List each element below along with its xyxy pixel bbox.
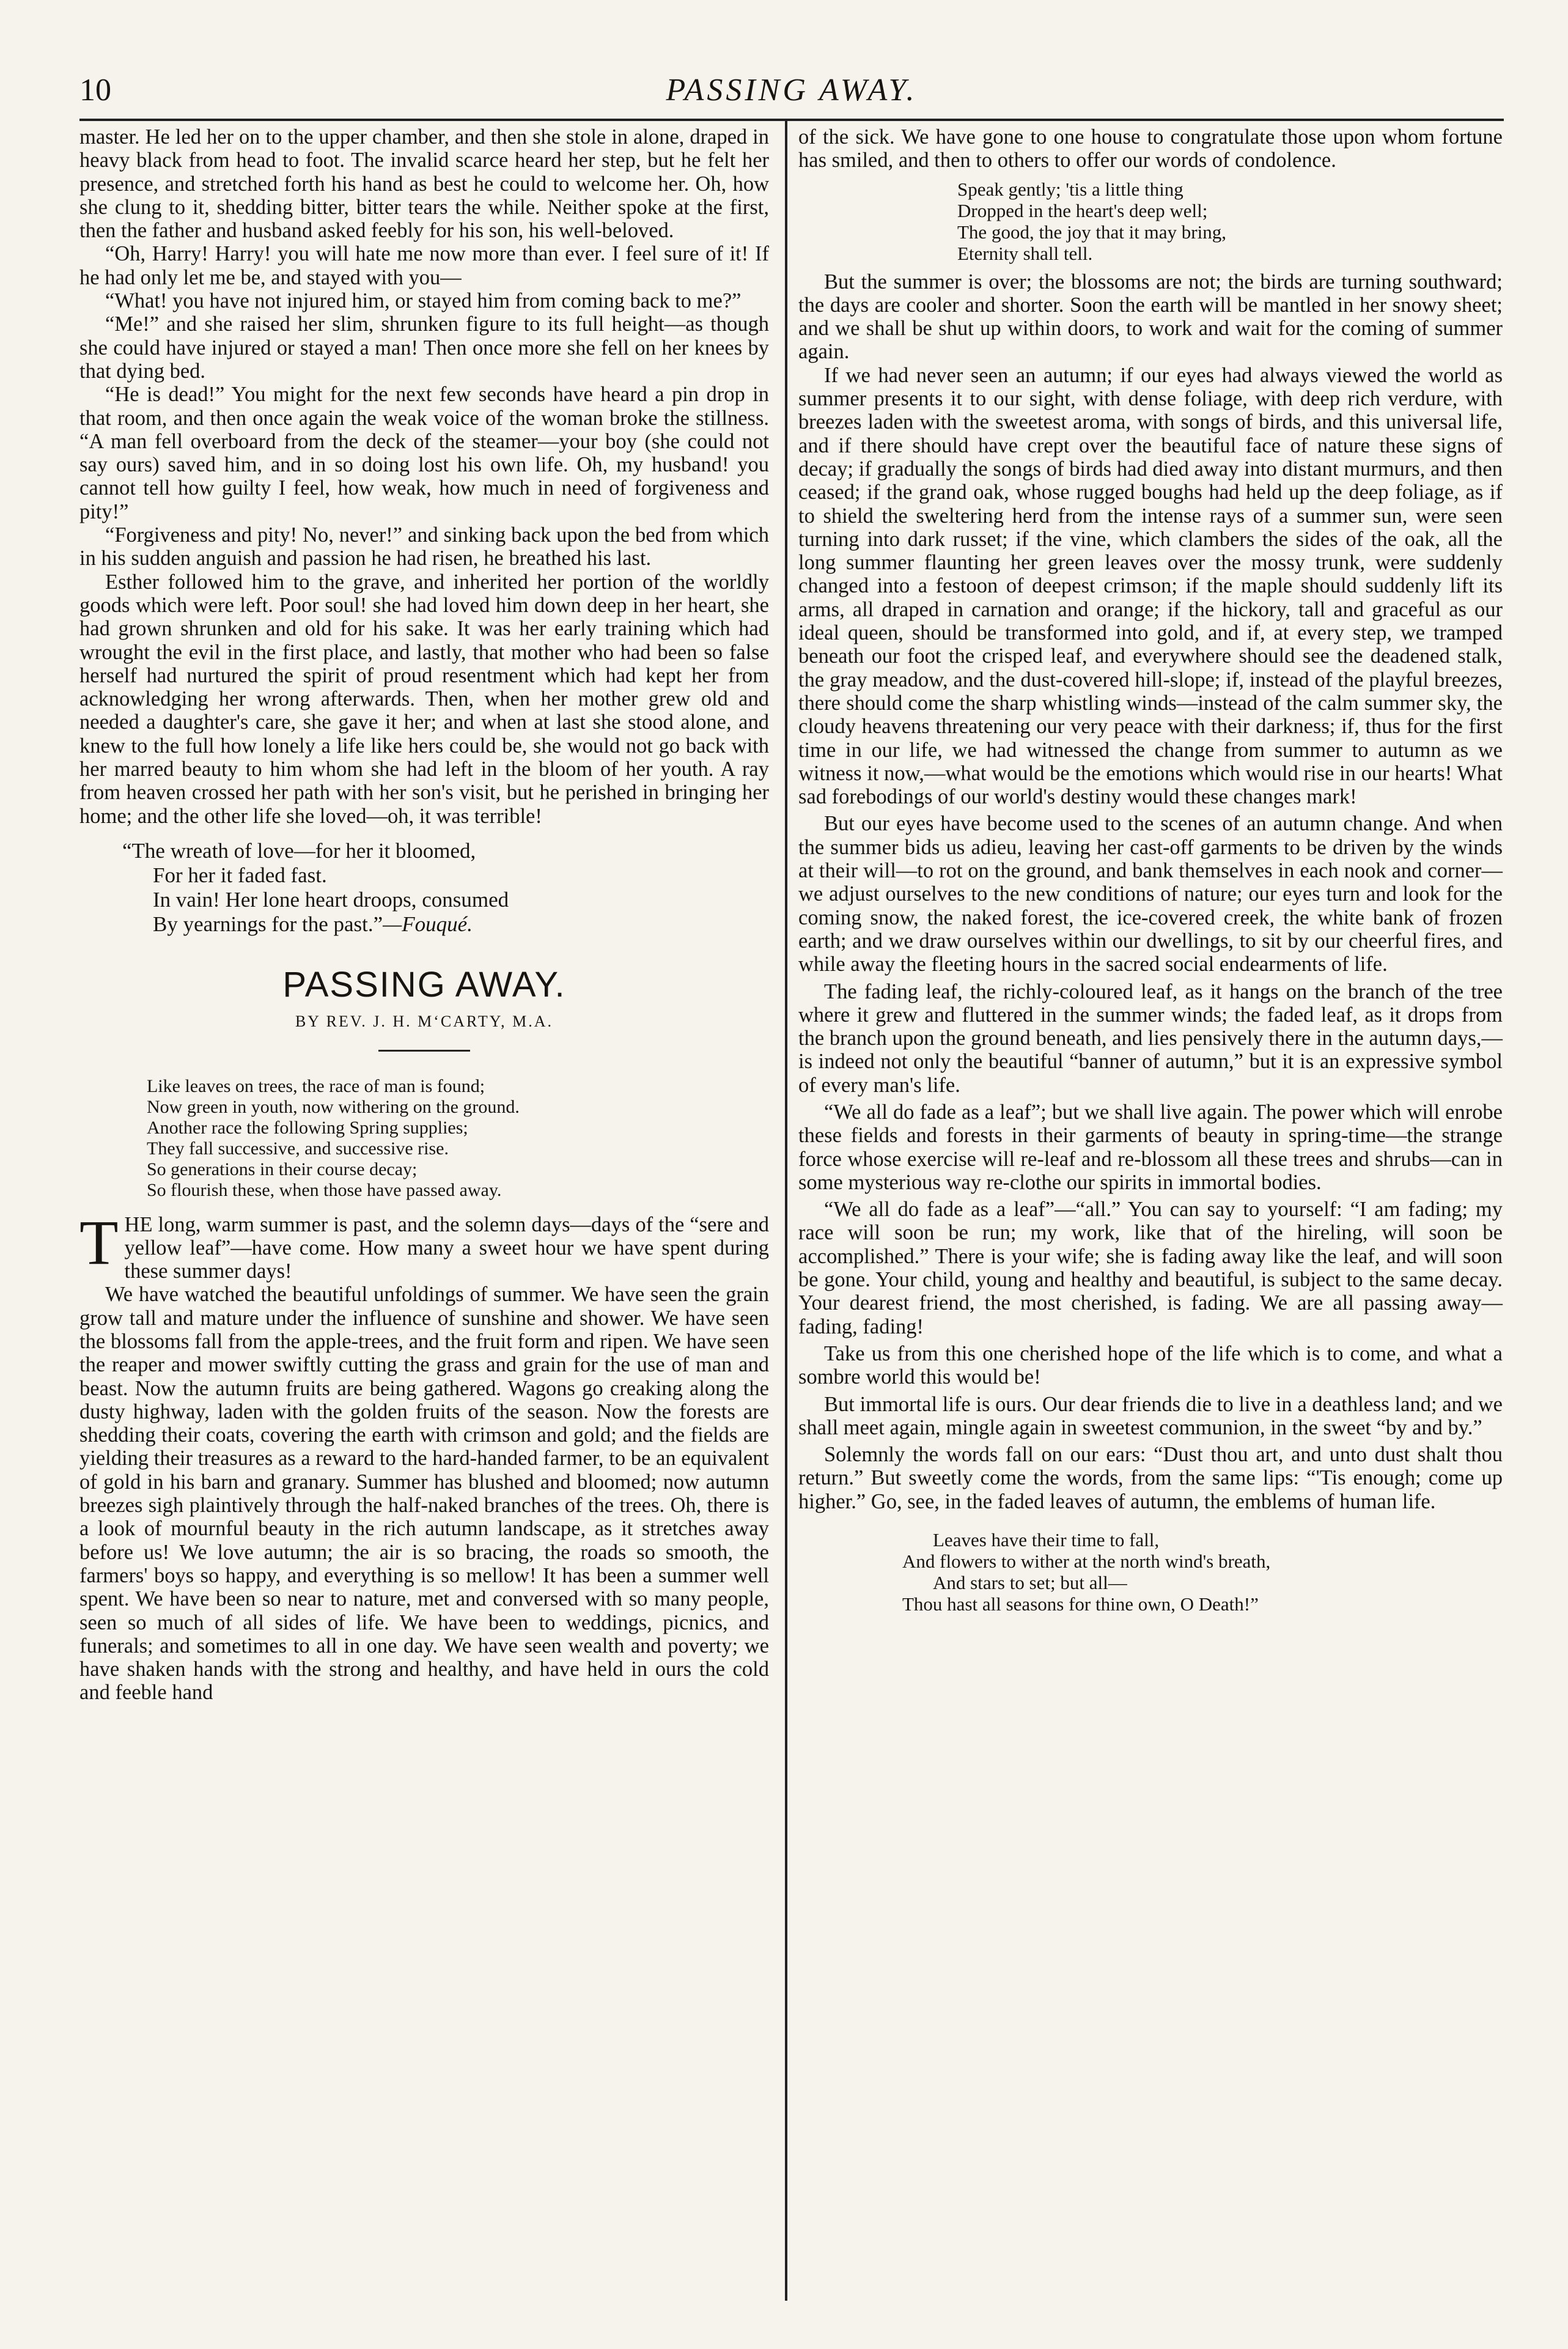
epigraph <box>147 1076 769 1201</box>
closing-verse <box>902 1529 1503 1615</box>
poem-line: And flowers to wither at the north wind's breath, <box>902 1551 1271 1573</box>
article-paragraph: But our eyes have become used to the scenes of an autumn change. And when the summer bids us adieu, leaving her cast-off garments to be driven by the winds at their will—to rot on the ground, and bank themselves in each nook and corner—we adjust ourselves to the new conditions of nature; our eyes turn and look for the coming snow, the naked forest, the ice-covered creek, the white bank of frozen earth; and we draw ourselves within our dwellings, to sit by our cheerful fires, and while away the fleeting hours in the sacred social endearments of life. <box>798 812 1503 976</box>
story-paragraph: “What! you have not injured him, or stayed him from coming back to me?” <box>105 289 742 313</box>
column-rule <box>785 121 787 2301</box>
poem-line: By yearnings for the past.”—Fouqué. <box>153 912 473 936</box>
story-paragraph: Esther followed him to the grave, and inherited her portion of the worldly goods which were left. Poor soul! she had loved him down deep in her heart, she had grown shrunken and old for his sake. It was her early training which had wrought the evil in the first place, and lastly, that mother who had been so false herself had nurtured the spirit of proud resentment which had kept her from acknowledging her wrong afterwards. Then, when her mother grew old and needed a daughter's care, she gave it her; and when at last she stood alone, and knew to the full how lonely a life like hers could be, she would not go back with her marred beauty to him whom she had left in the bloom of her youth. A ray from heaven crossed her path with her son's visit, but he perished in bringing her home; and the other life she loved—oh, it was terrible! <box>79 570 769 828</box>
poem-line: In vain! Her lone heart droops, consumed <box>153 887 509 912</box>
story-paragraph: “Me!” and she raised her slim, shrunken figure to its full height—as though she could have injured or stayed a man! Then once more she fell on her knees by that dying bed. <box>79 312 769 383</box>
epigraph-line: So generations in their course decay; <box>147 1159 418 1179</box>
running-title: PASSING AWAY. <box>666 73 918 108</box>
story-paragraph: “Forgiveness and pity! No, never!” and sinking back upon the bed from which in his sudden anguish and passion he had risen, he breathed his last. <box>79 523 769 570</box>
page-number: 10 <box>79 73 111 108</box>
closing-poem <box>122 839 769 937</box>
article-paragraph: Solemnly the words fall on our ears: “Dust thou art, and unto dust shalt thou return.” But sweetly come the words, from the same lips: “'Tis enough; come up higher.” Go, see, in the faded leaves of autumn, the emblems of human life. <box>798 1443 1503 1513</box>
epigraph-line: They fall successive, and successive rise. <box>147 1138 449 1159</box>
left-column <box>79 125 769 1705</box>
article-paragraph: THE long, warm summer is past, and the solemn days—days of the “sere and yellow leaf”—have come. How many a sweet hour we have spent during these summer days! <box>79 1207 769 1283</box>
poem-line: Thou hast all seasons for thine own, O Death!” <box>902 1593 1259 1615</box>
story-paragraph: “He is dead!” You might for the next few seconds have heard a pin drop in that room, and then once again the weak voice of the woman broke the stillness. “A man fell overboard from the deck of the steamer—your boy (she could not say ours) saved him, and in so doing lost his own life. Oh, my husband! you cannot tell how guilty I feel, how weak, how much in need of forgiveness and pity!” <box>79 383 769 523</box>
drop-cap: T <box>79 1207 119 1278</box>
right-column <box>798 125 1503 1615</box>
epigraph-line: So flourish these, when those have passed away. <box>147 1179 502 1200</box>
epigraph-line: Like leaves on trees, the race of man is found; <box>147 1075 485 1096</box>
page-header <box>79 72 1504 116</box>
poem-line: For her it faded fast. <box>153 863 327 887</box>
article-byline: BY REV. J. H. M‘CARTY, M.A. <box>295 1012 554 1031</box>
article-paragraph: Take us from this one cherished hope of the life which is to come, and what a sombre world this would be! <box>798 1341 1503 1389</box>
article-paragraph: We have watched the beautiful unfoldings of summer. We have seen the grain grow tall and mature under the influence of sunshine and shower. We have seen the blossoms fall from the apple-trees, and the fruit form and ripen. We have seen the reaper and mower swiftly cutting the grass and grain for the use of man and beast. Now the autumn fruits are being gathered. Wagons go creaking along the dusty highway, laden with the golden fruits of the season. Now the forests are shedding their coats, covering the earth with crimson and gold; and the fields are yielding their treasures as a reward to the hard-handed farmer, to be an equivalent of gold in his barn and granary. Summer has blushed and bloomed; now autumn breezes sigh plaintively through the half-naked branches of the trees. Oh, there is a look of mournful beauty in the rich autumn landscape, as it stretches away before us! We love autumn; the air is so bracing, the roads so smooth, the farmers' boys so happy, and everything is so mellow! It has been a summer well spent. We have been so near to nature, met and conversed with so many people, seen so much of all sides of life. We have been to weddings, picnics, and funerals; and sometimes to all in one day. We have seen wealth and poverty; we have shaken hands with the strong and healthy, and have held in ours the cold and feeble hand <box>79 1283 769 1705</box>
poem-line: And stars to set; but all— <box>933 1572 1127 1594</box>
epigraph-line: Now green in youth, now withering on the ground. <box>147 1096 520 1117</box>
article-paragraph: But the summer is over; the blossoms are not; the birds are turning southward; the days are cooler and shorter. Soon the earth will be mantled in her snowy sheet; and we shall be shut up within doors, to work and wait for the coming of summer again. <box>798 270 1503 364</box>
poem-line: The good, the joy that it may bring, <box>957 221 1226 243</box>
article-title: PASSING AWAY. <box>282 964 566 1005</box>
poem-line: Eternity shall tell. <box>957 242 1093 264</box>
article-paragraph: If we had never seen an autumn; if our eyes had always viewed the world as summer presents it to our sight, with dense foliage, with deep rich verdure, with breezes laden with the sweetest aroma, with songs of birds, and this universal life, and if there should have crept over the beautiful face of nature these signs of decay; if gradually the songs of birds had died away into distant murmurs, and then ceased; if the grand oak, whose rugged boughs had held up the deep foliage, as if to shield the sweltering herd from the intense rays of a summer sun, were seen turning into dark russet; if the vine, which clambers the sides of the oak, all the long summer flaunting her green leaves over the mossy trunk, were suddenly changed into a festoon of deepest crimson; if the maple should suddenly lift its arms, all draped in carnation and orange; if the hickory, tall and graceful as our ideal queen, should be transformed into gold, and if, at every step, we tramped beneath our foot the crisped leaf, and everywhere should see the deadened stalk, the gray meadow, and the dust-covered hill-slope; if, instead of the playful breezes, there should come the sharp whistling winds—instead of the calm summer sky, the cloudy heavens threatening our very peace with their darkness; if, thus for the first time in our life, we had witnessed the change from summer to autumn as we witness it now,—what would be the emotions which would rise in our hearts! What sad forebodings of our world's destiny would these changes mark! <box>798 363 1503 809</box>
inset-poem <box>957 179 1503 264</box>
article-paragraph: “We all do fade as a leaf”; but we shall live again. The power which will enrobe these fields and forests in their garments of beauty in spring-time—the strange force whose exercise will re-leaf and re-blossom all these trees and shrubs—can in some mysterious way re-clothe our spirits in immortal bodies. <box>798 1100 1503 1194</box>
title-rule <box>378 1050 470 1052</box>
article-paragraph: of the sick. We have gone to one house to congratulate those upon whom fortune has smiled, and then to others to offer our words of condolence. <box>798 125 1503 172</box>
poem-line: “The wreath of love—for her it bloomed, <box>122 838 476 863</box>
epigraph-line: Another race the following Spring supplies; <box>147 1117 468 1138</box>
article-paragraph: “We all do fade as a leaf”—“all.” You can say to yourself: “I am fading; my race will soon be run; my work, like that of the hireling, will soon be accomplished.” There is your wife; she is fading away like the leaf, and will soon be gone. Your child, young and healthy and beautiful, is subject to the same decay. Your dearest friend, the most cherished, is fading. We are all passing away—fading, fading! <box>798 1198 1503 1338</box>
poem-line: Leaves have their time to fall, <box>933 1529 1160 1551</box>
article-paragraph: But immortal life is ours. Our dear friends die to live in a deathless land; and we shall meet again, mingle again in sweetest communion, in the sweet “by and by.” <box>798 1392 1503 1439</box>
poem-attribution: —Fouqué. <box>383 912 473 936</box>
poem-line: Dropped in the heart's deep well; <box>957 199 1208 221</box>
story-paragraph: “Oh, Harry! Harry! you will hate me now more than ever. I feel sure of it! If he had only let me be, and stayed with you— <box>79 242 769 289</box>
article-paragraph: The fading leaf, the richly-coloured leaf, as it hangs on the branch of the tree where it grew and fluttered in the summer winds; the faded leaf, as it drops from the branch upon the ground beneath, and lies pensively there in the autumn days,—is indeed not only the beautiful “banner of autumn,” but it is an expressive symbol of every man's life. <box>798 979 1503 1097</box>
story-paragraph: master. He led her on to the upper chamber, and then she stole in alone, draped in heavy black from head to foot. The invalid scarce heard her step, but he felt her presence, and stretched forth his hand as best he could to welcome her. Oh, how she clung to it, shedding bitter, bitter tears the while. Neither spoke at the first, then the father and husband asked feebly for his son, his well-beloved. <box>79 125 769 243</box>
poem-line: Speak gently; 'tis a little thing <box>957 178 1183 200</box>
header-rule <box>79 119 1504 121</box>
